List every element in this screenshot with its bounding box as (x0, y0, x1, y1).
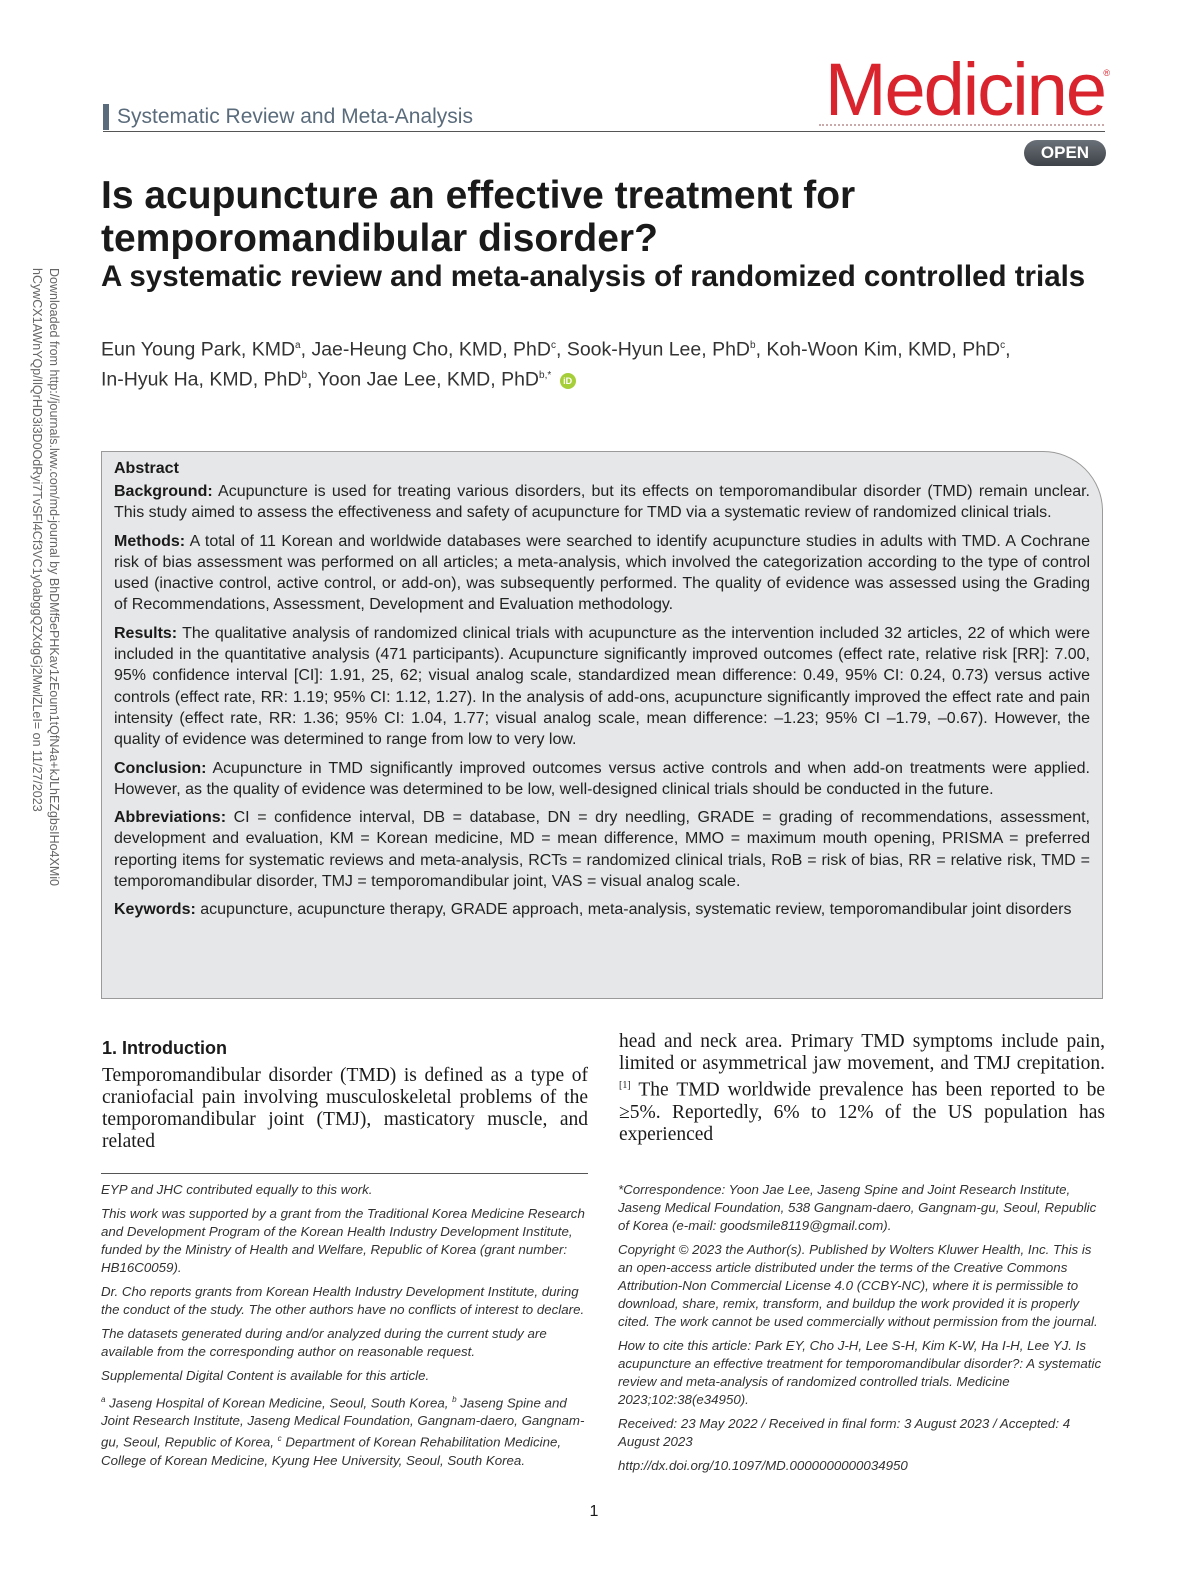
results-text: The qualitative analysis of randomized clinical trials with acupuncture as the intervention included 32 articles, 22 of which were included in the quantitative analysis (471 participants). Acupuncture significantly improved outcomes (effect rate, relative risk [RR]: 7.00, 95% confidence interval [CI]: 1.91, 25, 62; visual analog scale, standardized mean difference: 0.49, 95% CI: 0.24, 0.73) versus active controls (effect rate, RR: 1.19; 95% CI: 1.12, 1.27). In the analysis of add-ons, acupuncture significantly improved the effect rate and pain intensity (effect rate, RR: 1.36; 95% CI: 1.04, 1.77; visual analog scale, mean difference: –1.23; 95% CI –1.79, –0.67). However, the quality of evidence was determined to range from low to very low. (114, 624, 1091, 749)
affiliation-a: Jaseng Hospital of Korean Medicine, Seoul, South Korea, (105, 1395, 453, 1411)
open-access-badge[interactable]: OPEN (1024, 140, 1106, 166)
footnote-funding: This work was supported by a grant from the Traditional Korea Medicine Research and Development Program of the Korean Health Industry Development Institute, funded by the Ministry of Health and Welfare, Republic of Korea (grant number: HB16C0059). (101, 1206, 585, 1275)
article-title: Is acupuncture an effective treatment for temporomandibular disorder? (101, 174, 856, 260)
download-notice: Downloaded from http://journals.lww.com/md-journal by BhDMf5ePHKav1zEoum1tQfN4a+kJLhEZgbsIHo4XMi0hCywCX1AWnYQp/IlQrHD3i3D0OdRyi7TvSFl4Cf3VC1y0abggQZXdgGj2MwlZLeI= on 11/27/2023 (30, 268, 61, 886)
affiliation-mark: a (101, 1395, 106, 1404)
author-affiliation: b,* (539, 369, 552, 381)
author-name: In-Hyuk Ha, KMD, PhD (101, 368, 302, 390)
methods-text: A total of 11 Korean and worldwide databases were searched to identify acupuncture studies in adults with TMD. A Cochrane risk of bias assessment was performed on all articles; a meta-analysis, which involved the categorization according to the type of control used (inactive control, active control, or add-on), was subsequently performed. The quality of evidence was assessed using the Grading of Recommendations, Assessment, Development and Evaluation methodology. (114, 532, 1091, 614)
background-label: Background: (114, 483, 213, 500)
abstract-heading: Abstract (114, 460, 179, 477)
author-name: Sook-Hyun Lee, PhD (566, 338, 751, 361)
page-number: 1 (589, 1503, 599, 1520)
footnote-conflicts: Dr. Cho reports grants from Korean Health Industry Development Institute, during the conduct of the study. The other authors have no conflicts of interest to declare. (101, 1284, 585, 1317)
abstract-results (114, 623, 1090, 751)
conclusion-label: Conclusion: (114, 759, 207, 777)
journal-logo[interactable]: Medicine (824, 48, 1105, 131)
abstract-box (101, 451, 1103, 999)
author-affiliation: b (750, 340, 756, 351)
author-affiliation: c (550, 340, 556, 351)
header-rule (103, 131, 1105, 132)
abstract-background (114, 481, 1090, 524)
author-name: Jae-Heung Cho, KMD, PhD (311, 338, 551, 361)
footnote-affiliations (101, 1391, 587, 1470)
footnote-contribution: EYP and JHC contributed equally to this work. (101, 1182, 373, 1197)
body-column-right (619, 1031, 1105, 1146)
keywords-label: Keywords: (114, 901, 196, 919)
author-affiliation: a (295, 340, 301, 351)
section-label: Systematic Review and Meta-Analysis (103, 104, 473, 130)
abstract-abbreviations (114, 807, 1090, 892)
doi-link[interactable]: http://dx.doi.org/10.1097/MD.0000000000034950 (618, 1458, 908, 1473)
introduction-paragraph: Temporomandibular disorder (TMD) is defined as a type of craniofacial pain involving musculoskeletal problems of the temporomandibular joint (TMJ), masticatory muscle, and related (102, 1065, 588, 1152)
affiliation-mark: c (277, 1434, 282, 1444)
conclusion-text: Acupuncture in TMD significantly improved outcomes versus active controls and when add-on treatments were applied. However, as the quality of evidence was determined to be low, well-designed clinical trials should be conducted in the future. (114, 759, 1090, 798)
intro-text: The TMD worldwide prevalence has been reported to be ≥5%. Reportedly, 6% to 12% of the US population has experienced (619, 1079, 1105, 1145)
keywords-text: acupuncture, acupuncture therapy, GRADE approach, meta-analysis, systematic review, temporomandibular joint disorders (200, 901, 1072, 919)
author-name: Yoon Jae Lee, KMD, PhD (317, 368, 540, 390)
author-affiliation: b (301, 369, 308, 381)
affiliation-b: Jaseng Spine and Joint Research Institute, Jaseng Medical Foundation, Gangnam-daero, Gangnam-gu, Seoul, Republic of Korea, (101, 1395, 585, 1450)
footnote-correspondence: *Correspondence: Yoon Jae Lee, Jaseng Spine and Joint Research Institute, Jaseng Medical Foundation, 538 Gangnam-daero, Gangnam-gu, Seoul, Republic of Korea (e-mail: goodsmile8119@gmail.com). (618, 1182, 1097, 1233)
orcid-icon[interactable]: iD (560, 373, 576, 389)
methods-label: Methods: (114, 532, 186, 550)
footnote-citation: How to cite this article: Park EY, Cho J-H, Lee S-H, Kim K-W, Ha I-H, Lee YJ. Is acupuncture an effective treatment for temporomandibular disorder?: A systematic review and meta-analysis of randomized controlled trials. Medicine 2023;102:38(e34950). (618, 1338, 1102, 1407)
abbreviations-label: Abbreviations: (114, 809, 227, 827)
introduction-heading: 1. Introduction (102, 1038, 227, 1058)
footnote-rule (101, 1173, 588, 1174)
author-name: Eun Young Park, KMD (101, 338, 296, 361)
footnote-copyright: Copyright © 2023 the Author(s). Published by Wolters Kluwer Health, Inc. This is an open-access article distributed under the terms of the Creative Commons Attribution-Non Commercial License 4.0 (CCBY-NC), where it is permissible to download, share, remix, transform, and buildup the work provided it is properly cited. The work cannot be used commercially without permission from the journal. (618, 1242, 1098, 1329)
footnotes-right (618, 1181, 1102, 1481)
affiliation-c: Department of Korean Rehabilitation Medicine, College of Korean Medicine, Kyung Hee University, Seoul, South Korea. (101, 1434, 562, 1468)
footnote-supplement: Supplemental Digital Content is available for this article. (101, 1368, 430, 1383)
footnote-dates: Received: 23 May 2022 / Received in final form: 3 August 2023 / Accepted: 4 August 2023 (618, 1416, 1071, 1449)
abstract-keywords (114, 899, 1090, 920)
body-column-left (102, 1036, 588, 1153)
abstract-methods (114, 531, 1090, 616)
author-list: Eun Young Park, KMD$^a$, Jae-Heung Cho, KMD, PhD$^c$, Sook-Hyun Lee, PhD$^b$, Koh-Woon Kim, KMD, PhD$^c$, In-Hyuk Ha, KMD, PhD$^b$, Yoon Jae Lee, KMD, PhD$^{b,*}$ iD (101, 338, 1011, 390)
affiliation-mark: b (452, 1395, 457, 1404)
article-subtitle: A systematic review and meta-analysis of randomized controlled trials (101, 260, 1086, 293)
introduction-continued (619, 1031, 1105, 1146)
registered-mark: ® (1103, 68, 1110, 78)
footnotes-left (101, 1181, 587, 1476)
author-affiliation: c (1000, 340, 1006, 351)
abbreviations-text: CI = confidence interval, DB = database, DN = dry needling, GRADE = grading of recommendations, assessment, development and evaluation, KM = Korean medicine, MD = mean difference, MMO = maximum mouth opening, PRISMA = preferred reporting items for systematic reviews and meta-analysis, RCTs = randomized clinical trials, RoB = risk of bias, RR = relative risk, TMD = temporomandibular disorder, TMJ = temporomandibular joint, VAS = visual analog scale. (114, 809, 1090, 891)
intro-text: head and neck area. Primary TMD symptoms include pain, limited or asymmetrical jaw movement, and TMJ crepitation. (619, 1031, 1105, 1074)
abstract-conclusion (114, 758, 1090, 801)
logo-divider (819, 124, 1104, 126)
download-sidebar (22, 268, 74, 888)
footnote-data-availability: The datasets generated during and/or analyzed during the current study are available from the corresponding author on reasonable request. (101, 1326, 547, 1359)
author-name: Koh-Woon Kim, KMD, PhD (766, 338, 1001, 361)
results-label: Results: (114, 624, 178, 642)
citation-ref[interactable]: [1] (619, 1080, 631, 1091)
background-text: Acupuncture is used for treating various disorders, but its effects on temporomandibular disorder (TMD) remain unclear. This study aimed to assess the effectiveness and safety of acupuncture for TMD via a systematic review of randomized clinical trials. (114, 483, 1091, 522)
